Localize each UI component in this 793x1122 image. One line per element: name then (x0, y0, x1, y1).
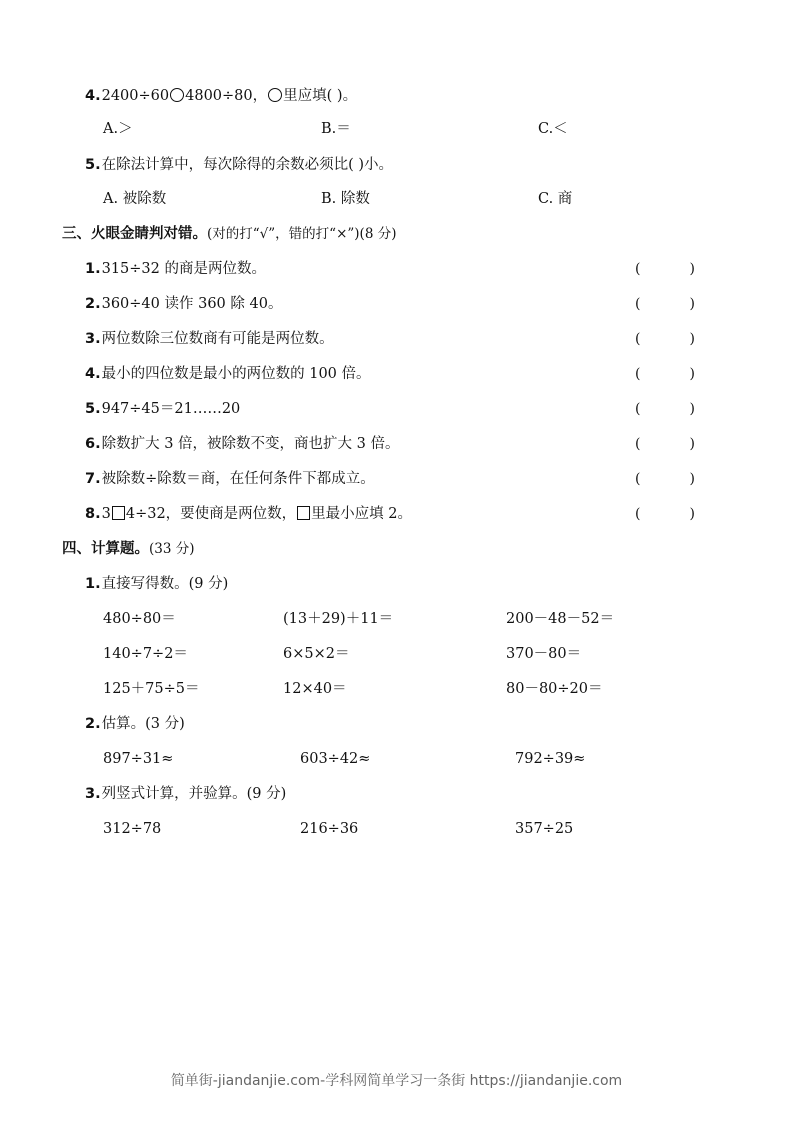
calc-problem: 140÷7÷2＝ (103, 646, 188, 662)
item-text-part: 3 (101, 506, 111, 522)
sub-question-1 (85, 574, 228, 594)
paren-close: ) (689, 436, 695, 452)
paren-close: ) (689, 331, 695, 347)
item-text: 360÷40 读作 360 除 40。 (101, 296, 283, 312)
paren-close: ) (689, 506, 695, 522)
sub-title: 列竖式计算，并验算。(9 分) (101, 786, 287, 802)
section-note: (对的打“√”，错的打“×”)(8 分) (207, 226, 397, 242)
sub-question-2 (85, 714, 185, 734)
sub-number: 3. (85, 786, 101, 802)
item-number: 3. (85, 331, 101, 347)
judge-item-6 (85, 434, 400, 454)
item-text: 最小的四位数是最小的两位数的 100 倍。 (101, 366, 371, 382)
footer-watermark-text: 简单街-jiandanjie.com-学科网简单学习一条街 https://jiandanjie.com (170, 1073, 623, 1089)
judge-item-3 (85, 329, 334, 349)
item-number: 2. (85, 296, 101, 312)
calc-problem: 6×5×2＝ (283, 646, 350, 662)
option-c: C.＜ (538, 121, 568, 137)
calc-problem: 480÷80＝ (103, 611, 176, 627)
item-text: 315÷32 的商是两位数。 (101, 261, 266, 277)
judge-item-2 (85, 294, 282, 314)
mc-question-5 (85, 155, 393, 175)
paren-close: ) (689, 261, 695, 277)
section-title: 四、计算题。 (62, 541, 149, 557)
calc-problem: 80－80÷20＝ (506, 681, 603, 697)
item-number: 4. (85, 366, 101, 382)
answer-paren[interactable] (635, 259, 695, 279)
paren-open: ( (635, 506, 641, 522)
estimate-problem: 897÷31≈ (103, 751, 174, 767)
circle-blank (268, 88, 282, 102)
circle-blank (170, 88, 184, 102)
judge-item-5 (85, 399, 240, 419)
vertical-calc-problem: 357÷25 (515, 821, 574, 837)
sub-question-3 (85, 784, 286, 804)
estimate-problem: 792÷39≈ (515, 751, 586, 767)
section-note: (33 分) (149, 541, 195, 557)
question-text-part: 2400÷60 (101, 88, 170, 104)
paren-open: ( (635, 436, 641, 452)
option-a: A. 被除数 (103, 191, 167, 207)
option-b: B. 除数 (321, 191, 370, 207)
item-text: 两位数除三位数商有可能是两位数。 (101, 331, 334, 347)
paren-open: ( (635, 296, 641, 312)
paren-open: ( (635, 366, 641, 382)
answer-paren[interactable] (635, 504, 695, 524)
option-a: A.＞ (103, 121, 133, 137)
answer-paren[interactable] (635, 469, 695, 489)
sub-number: 1. (85, 576, 101, 592)
paren-open: ( (635, 401, 641, 417)
sub-title: 估算。(3 分) (101, 716, 185, 732)
question-number: 4. (85, 88, 101, 104)
judge-item-4 (85, 364, 371, 384)
item-number: 1. (85, 261, 101, 277)
estimate-problem: 603÷42≈ (300, 751, 371, 767)
paren-close: ) (689, 401, 695, 417)
paren-open: ( (635, 331, 641, 347)
answer-paren[interactable] (635, 434, 695, 454)
item-number: 8. (85, 506, 101, 522)
paren-close: ) (689, 296, 695, 312)
paren-close: ) (689, 366, 695, 382)
option-b: B.＝ (321, 121, 351, 137)
calc-problem: 125＋75÷5＝ (103, 681, 200, 697)
judge-item-8 (85, 504, 412, 524)
calc-problem: (13＋29)＋11＝ (283, 611, 394, 627)
item-text-part: 4÷32，要使商是两位数， (125, 506, 297, 522)
calc-problem: 370－80＝ (506, 646, 582, 662)
item-text: 947÷45＝21……20 (101, 401, 241, 417)
paren-open: ( (635, 261, 641, 277)
item-number: 5. (85, 401, 101, 417)
answer-paren[interactable] (635, 294, 695, 314)
judge-item-1 (85, 259, 266, 279)
calc-problem: 200－48－52＝ (506, 611, 615, 627)
question-text: 在除法计算中，每次除得的余数必须比( )小。 (101, 157, 394, 173)
answer-paren[interactable] (635, 329, 695, 349)
section-4-heading (62, 539, 195, 559)
paren-close: ) (689, 471, 695, 487)
item-text: 除数扩大 3 倍，被除数不变，商也扩大 3 倍。 (101, 436, 400, 452)
item-text: 被除数÷除数＝商，在任何条件下都成立。 (101, 471, 375, 487)
vertical-calc-problem: 216÷36 (300, 821, 359, 837)
section-3-heading (62, 224, 396, 244)
option-c: C. 商 (538, 191, 573, 207)
question-text-part: 4800÷80， (185, 88, 268, 104)
question-text-part: 里应填( )。 (283, 88, 358, 104)
mc-question-4 (85, 86, 357, 106)
question-number: 5. (85, 157, 101, 173)
calc-problem: 12×40＝ (283, 681, 347, 697)
section-title: 三、火眼金睛判对错。 (62, 226, 207, 242)
answer-paren[interactable] (635, 364, 695, 384)
square-blank (112, 506, 125, 520)
sub-number: 2. (85, 716, 101, 732)
item-number: 6. (85, 436, 101, 452)
sub-title: 直接写得数。(9 分) (101, 576, 229, 592)
square-blank (297, 506, 310, 520)
vertical-calc-problem: 312÷78 (103, 821, 162, 837)
judge-item-7 (85, 469, 375, 489)
answer-paren[interactable] (635, 399, 695, 419)
item-text-part: 里最小应填 2。 (311, 506, 413, 522)
paren-open: ( (635, 471, 641, 487)
item-number: 7. (85, 471, 101, 487)
